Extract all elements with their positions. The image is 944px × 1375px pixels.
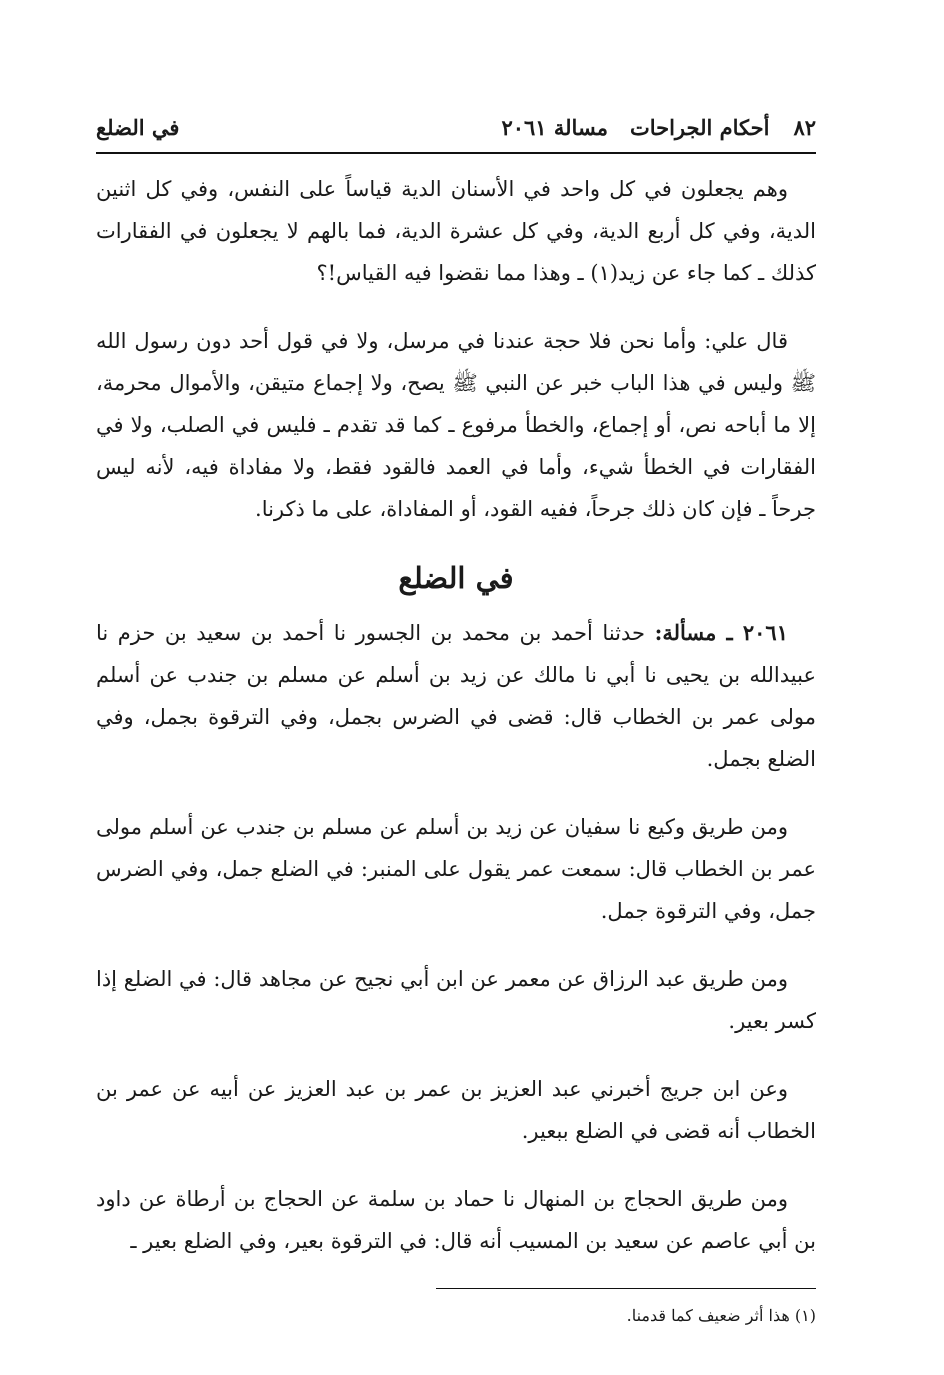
paragraph-6: وعن ابن جريج أخبرني عبد العزيز بن عمر بن عبد العزيز عن أبيه عن عمر بن الخطاب أنه قضى في الضلع ببعير.	[96, 1077, 816, 1143]
book-title: أحكام الجراحات	[629, 115, 770, 140]
paragraph-7: ومن طريق الحجاج بن المنهال نا حماد بن سلمة عن الحجاج بن أرطاة عن داود بن أبي عاصم عن سعيد بن المسيب أنه قال: في الترقوة بعير، وفي الضلع بعير ـ	[96, 1187, 816, 1253]
paragraph-1: وهم يجعلون في كل واحد في الأسنان الدية قياساً على النفس، وفي كل اثنين الدية، وفي كل أربع الدية، وفي كل عشرة الدية، فما بالهم لا يجعلون في الفقارات كذلك ـ كما جاء عن زيد(١) ـ وهذا مما نقضوا فيه القياس!؟	[96, 177, 816, 285]
header-right-group	[501, 108, 816, 148]
paragraph-3-body: حدثنا أحمد بن محمد بن الجسور نا أحمد بن سعيد بن حزم نا عبيدالله بن يحيى نا أبي نا مالك عن زيد بن أسلم عن مسلم بن جندب عن أسلم مولى عمر بن الخطاب قال: قضى في الضرس بجمل، وفي الترقوة بجمل، وفي الضلع بجمل.	[96, 621, 816, 771]
running-section-title: في الضلع	[96, 115, 180, 140]
book-page	[96, 108, 816, 1329]
footnote: (١) هذا أثر ضعيف كما قدمنا.	[626, 1306, 816, 1325]
footnote-rule	[436, 1288, 816, 1289]
header-rule	[96, 152, 816, 154]
paragraph-3	[96, 612, 816, 780]
issue-number: مسالة ٢٠٦١	[501, 115, 608, 140]
section-heading: في الضلع	[398, 561, 514, 595]
paragraph-2: قال علي: وأما نحن فلا حجة عندنا في مرسل، ولا في قول أحد دون رسول الله ﷺ وليس في هذا الباب خبر عن النبي ﷺ يصح، ولا إجماع متيقن، والأموال محرمة، إلا ما أباحه نص، أو إجماع، والخطأ مرفوع ـ كما قد تقدم ـ فليس في الصلب، ولا في الفقارات في الخطأ شيء، وأما في العمد فالقود فقط، ولا مفاداة فيه، لأنه ليس جرحاً ـ فإن كان ذلك جرحاً، ففيه القود، أو المفاداة، على ما ذكرنا.	[96, 329, 816, 521]
issue-lead: ٢٠٦١ ـ مسألة:	[654, 620, 788, 645]
paragraph-5: ومن طريق عبد الرزاق عن معمر عن ابن أبي نجيح عن مجاهد قال: في الضلع إذا كسر بعير.	[96, 967, 816, 1033]
page-number: ٨٢	[793, 115, 816, 140]
paragraph-4: ومن طريق وكيع نا سفيان عن زيد بن أسلم عن مسلم بن جندب عن أسلم مولى عمر بن الخطاب قال: سمعت عمر يقول على المنبر: في الضلع جمل، وفي الضرس جمل، وفي الترقوة جمل.	[96, 815, 816, 923]
running-header	[96, 108, 816, 148]
